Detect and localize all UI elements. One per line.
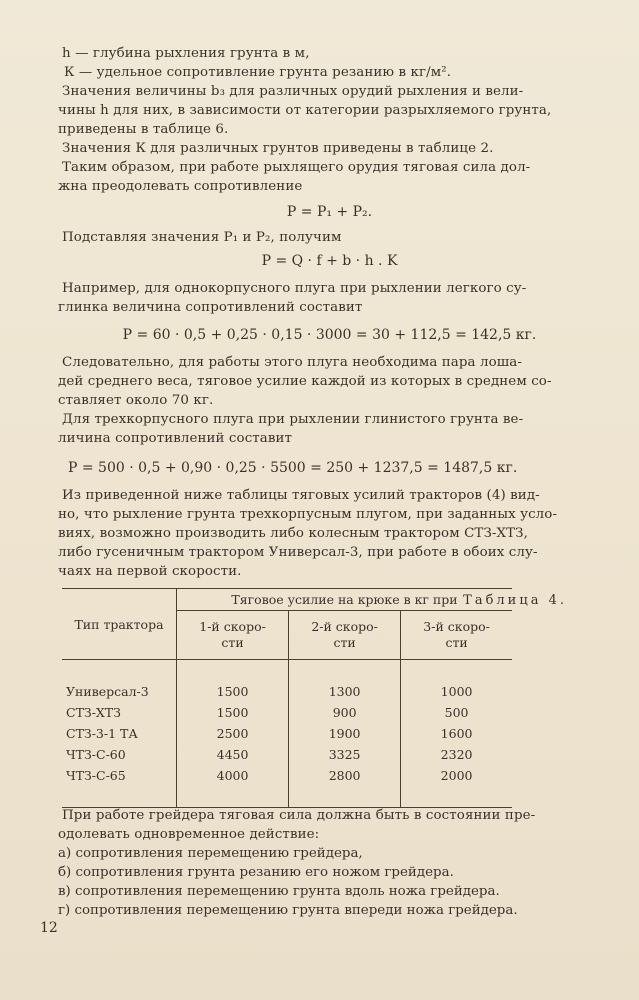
- list-item: г) сопротивления перемещению грунта впереди ножа грейдера.: [58, 903, 518, 918]
- value-speed-2: 1300: [289, 681, 401, 702]
- table-row: [62, 681, 512, 702]
- text-line: Для трехкорпусного плуга при рыхлении глинистого грунта ве-: [62, 412, 524, 427]
- header-speed-2: 2-й скоро- сти: [289, 611, 401, 660]
- tractor-name: СТЗ-3-1 ТА: [66, 726, 138, 741]
- tractor-name: СТЗ-ХТЗ: [66, 705, 121, 720]
- value-speed-1: 1500: [177, 681, 289, 702]
- text-line: одолевать одновременное действие:: [58, 827, 320, 842]
- text-line: дей среднего веса, тяговое усилие каждой из которых в среднем со-: [58, 374, 552, 389]
- text-line: К — удельное сопротивление грунта резанию в кг/м².: [64, 65, 452, 80]
- value-speed-1: 2500: [177, 723, 289, 744]
- paragraph-grader: [58, 806, 602, 920]
- page-number: 12: [40, 920, 58, 936]
- text-line: виях, возможно производить либо колесным трактором СТЗ-ХТЗ,: [58, 526, 528, 541]
- table-row: [62, 765, 512, 786]
- equation: P = 500 · 0,5 + 0,90 · 0,25 · 5500 = 250 + 1237,5 = 1487,5 кг.: [68, 460, 518, 476]
- value-speed-2: 2800: [289, 765, 401, 786]
- tractor-name: Универсал-3: [66, 684, 149, 699]
- text-line: Значения величины b₃ для различных орудий рыхления и вели-: [62, 84, 524, 99]
- text-line: глинка величина сопротивлений составит: [58, 300, 363, 315]
- list-item: а) сопротивления перемещению грейдера,: [58, 846, 363, 861]
- text-line: Таким образом, при работе рыхлящего орудия тяговая сила дол-: [62, 160, 531, 175]
- traction-table: [62, 588, 512, 808]
- list-item: в) сопротивления перемещению грунта вдоль ножа грейдера.: [58, 884, 500, 899]
- text-line: Подставляя значения P₁ и P₂, получим: [62, 230, 342, 245]
- list-item: б) сопротивления грунта резанию его ножом грейдера.: [58, 865, 454, 880]
- header-speed-3: 3-й скоро- сти: [401, 611, 512, 660]
- value-speed-3: 1600: [401, 723, 512, 744]
- value-speed-2: 1900: [289, 723, 401, 744]
- paragraph-definitions: [58, 44, 597, 196]
- value-speed-3: 500: [401, 702, 512, 723]
- text-line: Например, для однокорпусного плуга при рыхлении легкого су-: [62, 281, 527, 296]
- table-row: [62, 702, 512, 723]
- value-speed-1: 4450: [177, 744, 289, 765]
- header-traction-group: Тяговое усилие на крюке в кг при: [177, 589, 513, 611]
- equation: P = 60 · 0,5 + 0,25 · 0,15 · 3000 = 30 + 112,5 = 142,5 кг.: [122, 327, 537, 343]
- text-line: чины h для них, в зависимости от категории разрыхляемого грунта,: [58, 103, 552, 118]
- text-line: чаях на первой скорости.: [58, 564, 242, 579]
- text-line: Значения К для различных грунтов приведены в таблице 2.: [62, 141, 494, 156]
- header-speed-1: 1-й скоро- сти: [177, 611, 289, 660]
- text-line: Из приведенной ниже таблицы тяговых усилий тракторов (4) вид-: [62, 488, 540, 503]
- text-line: ставляет около 70 кг.: [58, 393, 214, 408]
- text-line: Следовательно, для работы этого плуга необходима пара лоша-: [62, 355, 523, 370]
- value-speed-3: 1000: [401, 681, 512, 702]
- text-line: h — глубина рыхления грунта в м,: [62, 46, 310, 61]
- value-speed-1: 1500: [177, 702, 289, 723]
- table-wrapper: [0, 588, 639, 808]
- value-speed-1: 4000: [177, 765, 289, 786]
- header-tractor-type: Тип трактора: [62, 589, 177, 660]
- text-line: приведены в таблице 6.: [58, 122, 229, 137]
- page-content: [58, 44, 597, 614]
- table-caption: Таблица 4.: [463, 593, 567, 608]
- value-speed-3: 2320: [401, 744, 512, 765]
- table-row: [62, 723, 512, 744]
- equation: P = Q · f + b · h . K: [261, 253, 398, 269]
- text-line: либо гусеничным трактором Универсал-3, при работе в обоих слу-: [58, 545, 538, 560]
- text-line: личина сопротивлений составит: [58, 431, 293, 446]
- text-line: При работе грейдера тяговая сила должна быть в состоянии пре-: [62, 808, 536, 823]
- grader-list: [58, 844, 602, 920]
- value-speed-3: 2000: [401, 765, 512, 786]
- tractor-name: ЧТЗ-С-65: [66, 768, 126, 783]
- equation: P = P₁ + P₂.: [286, 204, 373, 220]
- table-row: [62, 744, 512, 765]
- value-speed-2: 900: [289, 702, 401, 723]
- text-line: жна преодолевать сопротивление: [58, 179, 303, 194]
- value-speed-2: 3325: [289, 744, 401, 765]
- tractor-name: ЧТЗ-С-60: [66, 747, 126, 762]
- text-line: но, что рыхление грунта трехкорпусным плугом, при заданных усло-: [58, 507, 558, 522]
